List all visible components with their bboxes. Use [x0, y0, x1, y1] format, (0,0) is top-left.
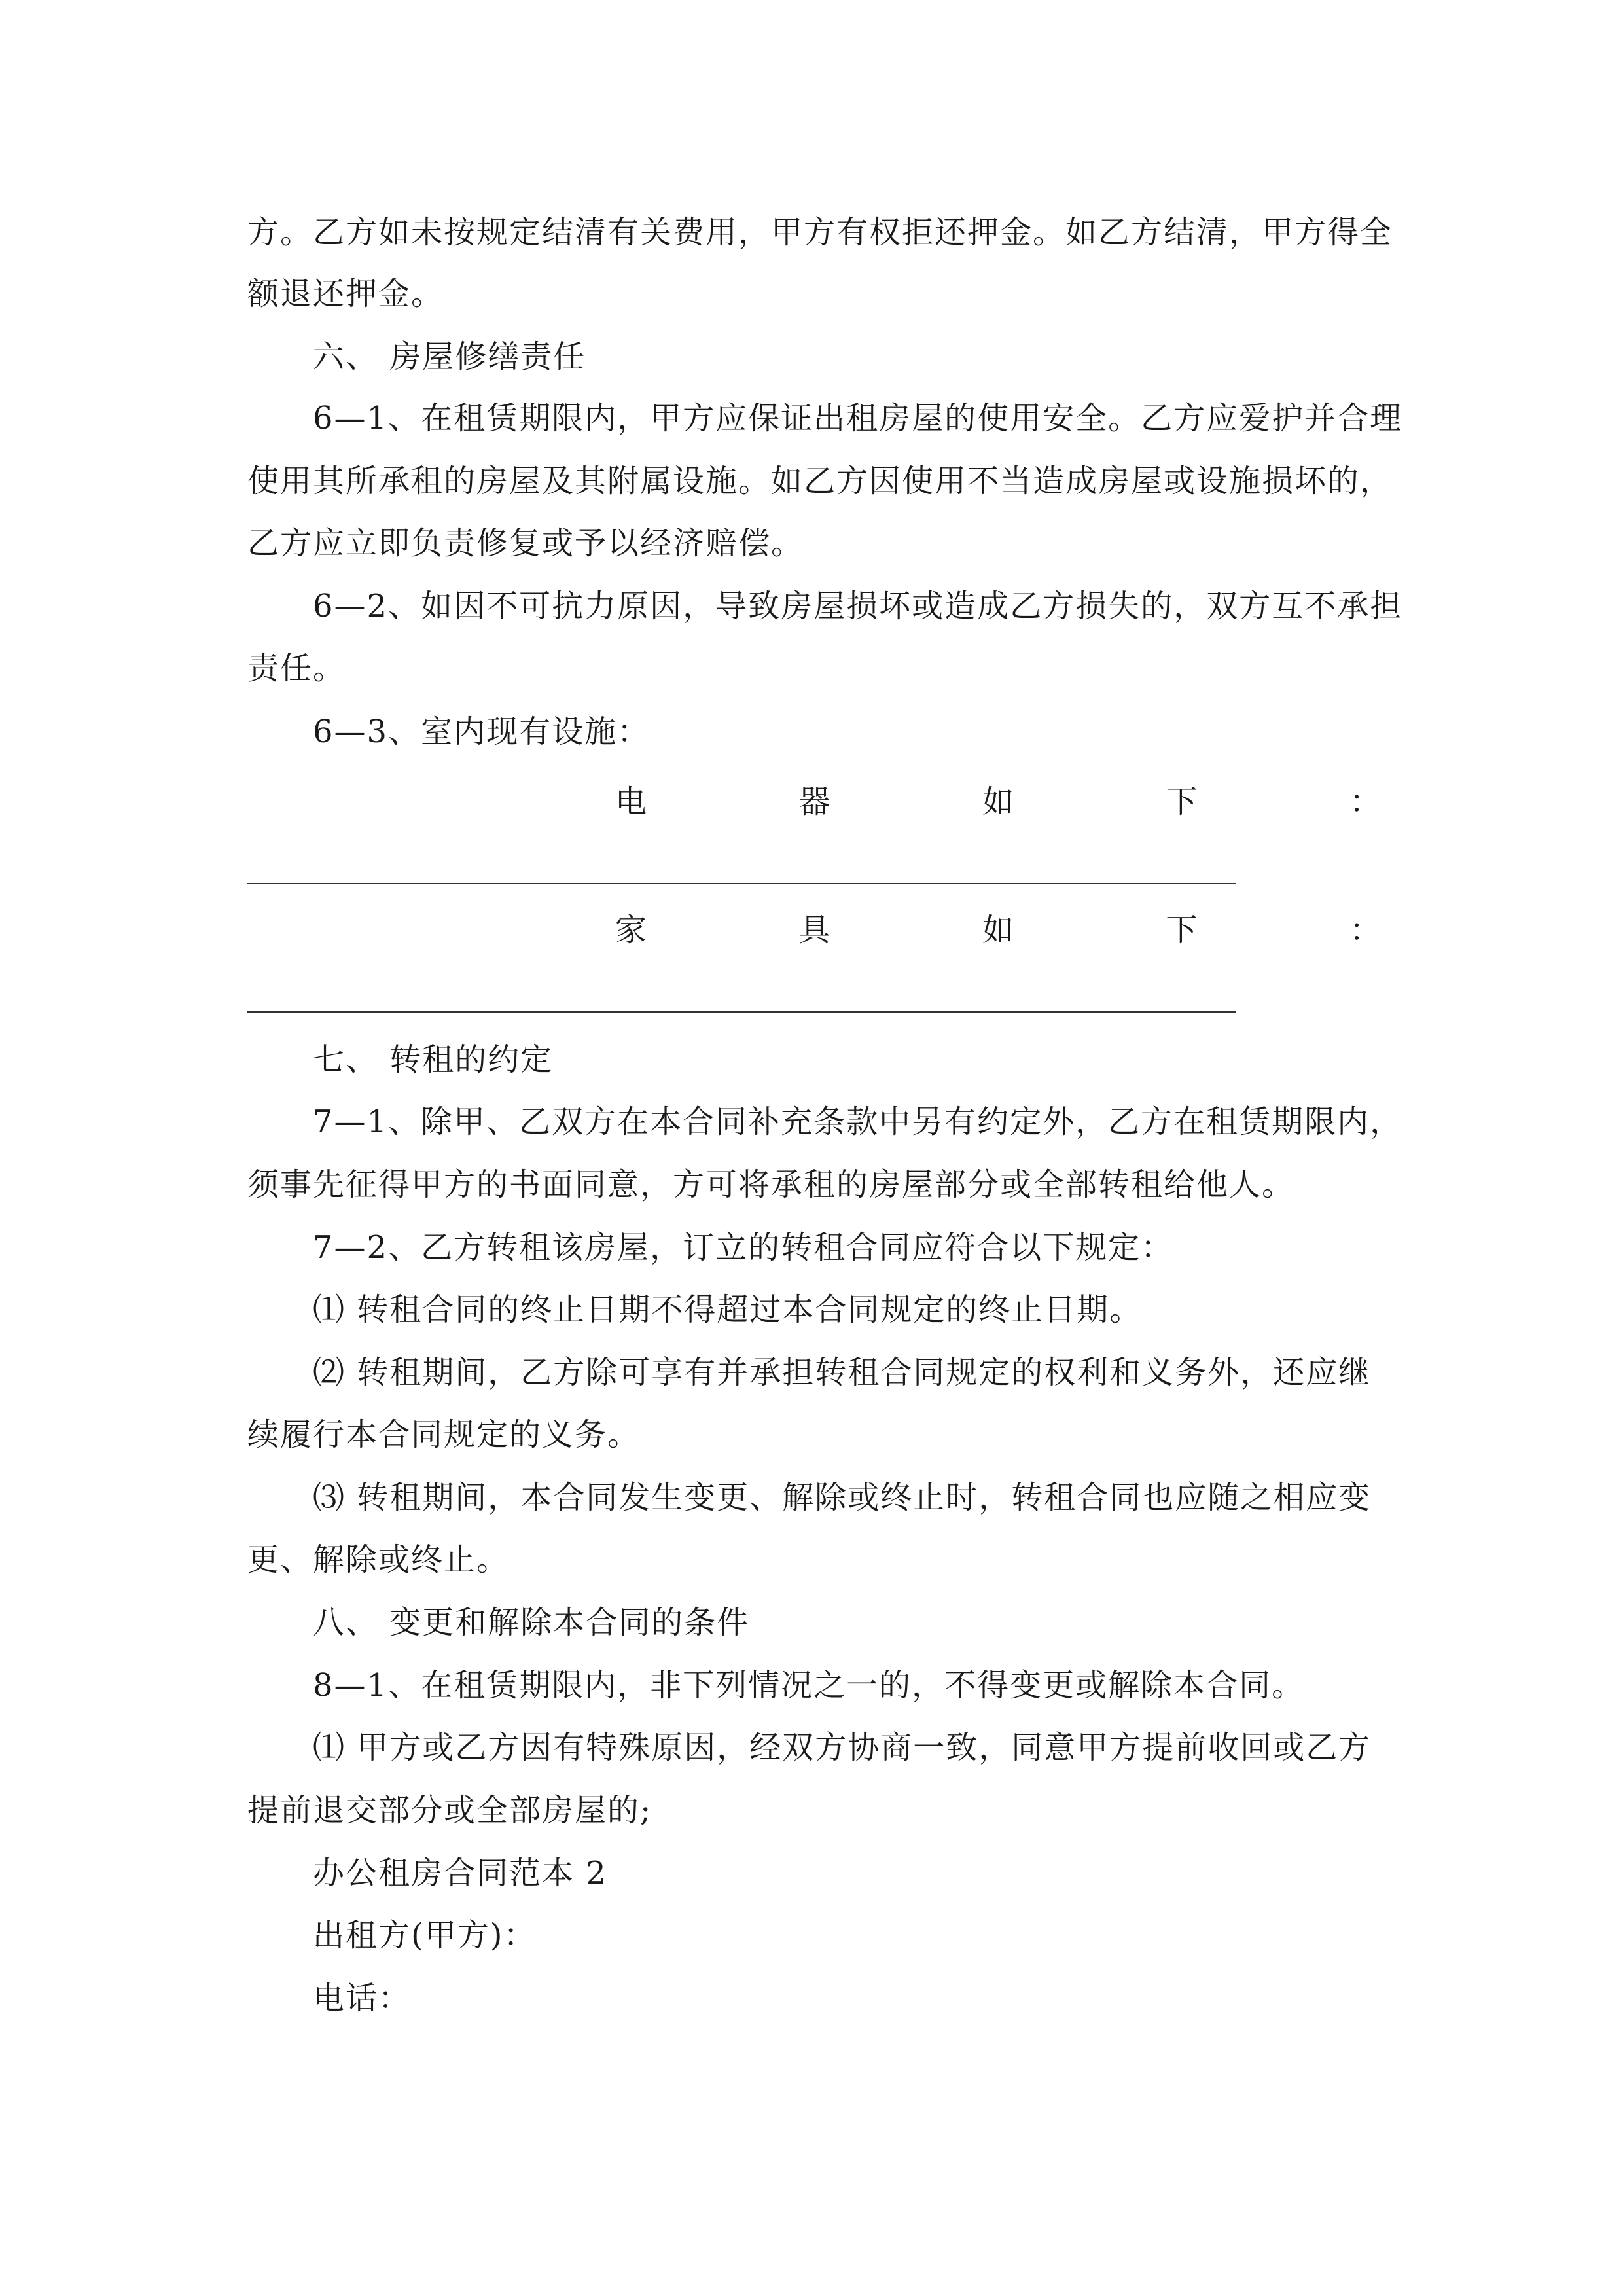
lessor-label: 出租方(甲方)：: [313, 1917, 537, 1954]
appliances-blank-line: [247, 883, 1236, 884]
phone-label: 电话：: [313, 1980, 412, 2017]
appliances-char: ：: [1349, 783, 1381, 820]
appliances-row: [615, 780, 1381, 823]
paragraph-line: 方。乙方如未按规定结清有关费用，甲方有权拒还押金。如乙方结清，甲方得全: [247, 214, 1393, 251]
appliances-char: 如: [982, 783, 1014, 820]
paragraph-line: 乙方应立即负责修复或予以经济赔偿。: [247, 525, 804, 562]
appliances-char: 电: [615, 783, 647, 820]
furniture-char: ：: [1349, 912, 1381, 948]
document-title: 办公租房合同范本 2: [313, 1855, 607, 1892]
paragraph-line: 提前退交部分或全部房屋的;: [247, 1792, 652, 1829]
paragraph-line: 8—1、在租赁期限内，非下列情况之一的，不得变更或解除本合同。: [313, 1667, 1305, 1704]
section-heading-7: 七、 转租的约定: [313, 1041, 554, 1078]
paragraph-line: 更、解除或终止。: [247, 1541, 510, 1578]
paragraph-line: 7—2、乙方转租该房屋，订立的转租合同应符合以下规定：: [313, 1229, 1174, 1266]
paragraph-line: 额退还押金。: [247, 276, 444, 312]
paragraph-line: 续履行本合同规定的义务。: [247, 1416, 641, 1453]
list-item: ⑴ 转租合同的终止日期不得超过本合同规定的终止日期。: [313, 1291, 1143, 1328]
list-item: ⑴ 甲方或乙方因有特殊原因，经双方协商一致，同意甲方提前收回或乙方: [313, 1729, 1372, 1766]
furniture-char: 下: [1166, 912, 1198, 948]
paragraph-line: 7—1、除甲、乙双方在本合同补充条款中另有约定外，乙方在租赁期限内，: [313, 1103, 1403, 1140]
paragraph-line: 责任。: [247, 650, 346, 687]
paragraph-line: 6—1、在租赁期限内，甲方应保证出租房屋的使用安全。乙方应爱护并合理: [313, 400, 1403, 437]
list-item: ⑶ 转租期间，本合同发生变更、解除或终止时，转租合同也应随之相应变: [313, 1479, 1372, 1516]
appliances-char: 器: [798, 783, 830, 820]
furniture-blank-line: [247, 1011, 1236, 1013]
paragraph-line: 使用其所承租的房屋及其附属设施。如乙方因使用不当造成房屋或设施损坏的，: [247, 463, 1393, 499]
furniture-char: 具: [798, 912, 830, 948]
appliances-char: 下: [1166, 783, 1198, 820]
section-heading-6: 六、 房屋修缮责任: [313, 338, 586, 375]
furniture-char: 如: [982, 912, 1014, 948]
section-heading-8: 八、 变更和解除本合同的条件: [313, 1604, 750, 1641]
list-item: ⑵ 转租期间，乙方除可享有并承担转租合同规定的权利和义务外，还应继: [313, 1354, 1372, 1391]
furniture-row: [615, 908, 1381, 952]
paragraph-line: 6—3、室内现有设施：: [313, 713, 651, 750]
furniture-char: 家: [615, 912, 647, 948]
paragraph-line: 须事先征得甲方的书面同意，方可将承租的房屋部分或全部转租给他人。: [247, 1166, 1295, 1203]
paragraph-line: 6—2、如因不可抗力原因，导致房屋损坏或造成乙方损失的，双方互不承担: [313, 588, 1403, 624]
